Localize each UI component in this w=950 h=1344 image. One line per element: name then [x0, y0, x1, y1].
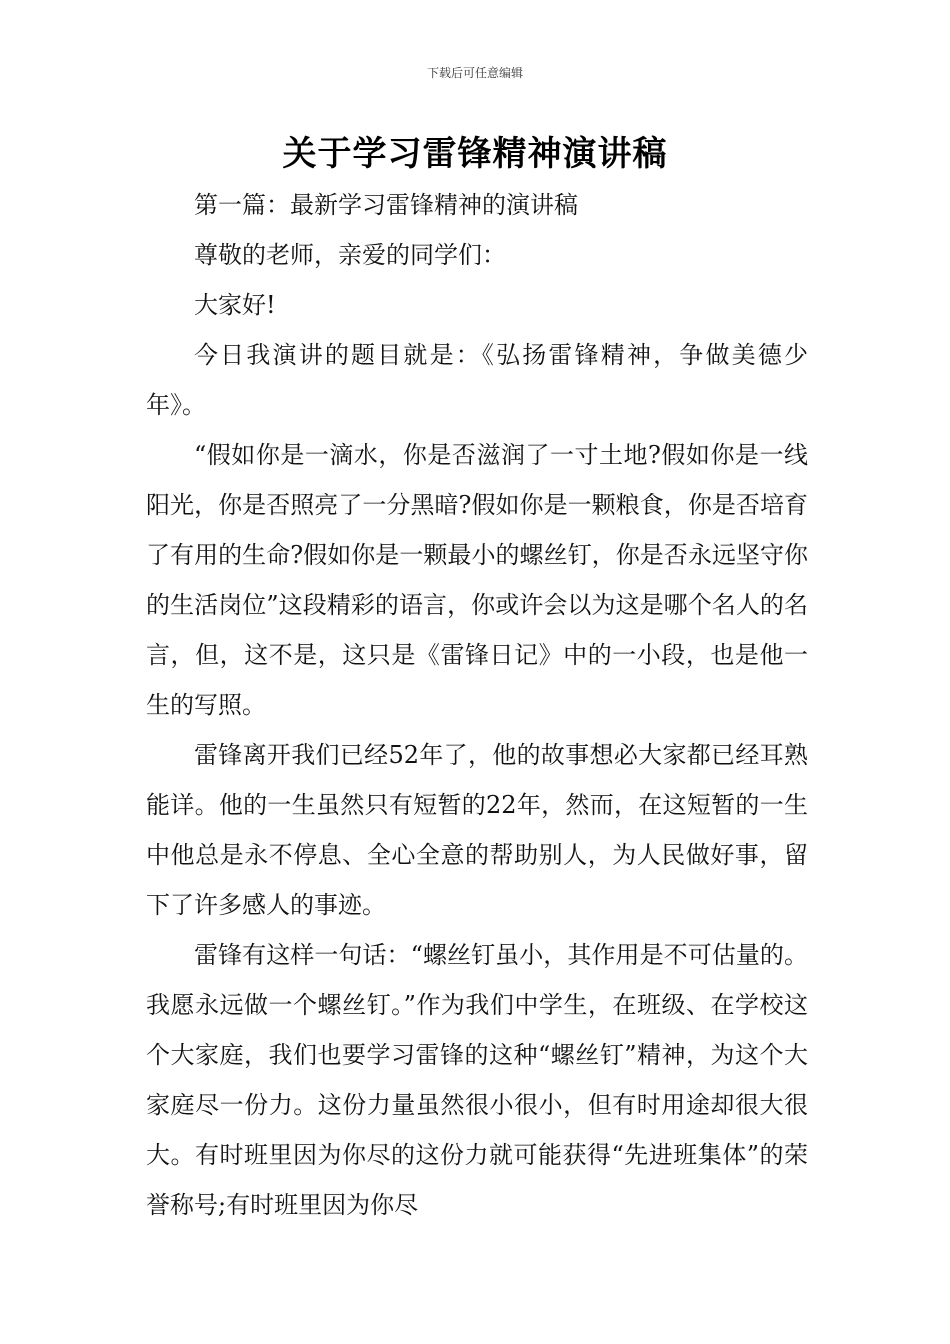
- document-title: 关于学习雷锋精神演讲稿: [282, 134, 668, 174]
- paragraph-quote: “假如你是一滴水，你是否滋润了一寸土地?假如你是一线阳光，你是否照亮了一分黑暗?假如你是一颗粮食，你是否培育了有用的生命?假如你是一颗最小的螺丝钉，你是否永远坚守你的生活岗位”这段精彩的语言，你或许会以为这是哪个名人的名言，但，这不是，这只是《雷锋日记》中的一小段，也是他一生的写照。: [146, 441, 808, 719]
- paragraph-topic: 今日我演讲的题目就是：《弘扬雷锋精神，争做美德少年》。: [146, 341, 808, 419]
- document-body: [146, 180, 808, 1230]
- page-header-note: 下载后可任意编辑: [426, 66, 523, 80]
- paragraph-screw: 雷锋有这样一句话：“螺丝钉虽小，其作用是不可估量的。我愿永远做一个螺丝钉。”作为我们中学生，在班级、在学校这个大家庭，我们也要学习雷锋的这种“螺丝钉”精神，为这个大家庭尽一份力。这份力量虽然很小很小，但有时用途却很大很大。有时班里因为你尽的这份力就可能获得“先进班集体”的荣誉称号;有时班里因为你尽: [146, 941, 808, 1219]
- paragraph-salutation: 尊敬的老师，亲爱的同学们：: [194, 241, 506, 269]
- paragraph-story: 雷锋离开我们已经52年了，他的故事想必大家都已经耳熟能详。他的一生虽然只有短暂的22年，然而，在这短暂的一生中他总是永不停息、全心全意的帮助别人，为人民做好事，留下了许多感人的事迹。: [146, 741, 808, 919]
- paragraph-greeting: 大家好!: [194, 291, 276, 319]
- paragraph-subtitle: 第一篇：最新学习雷锋精神的演讲稿: [194, 191, 578, 219]
